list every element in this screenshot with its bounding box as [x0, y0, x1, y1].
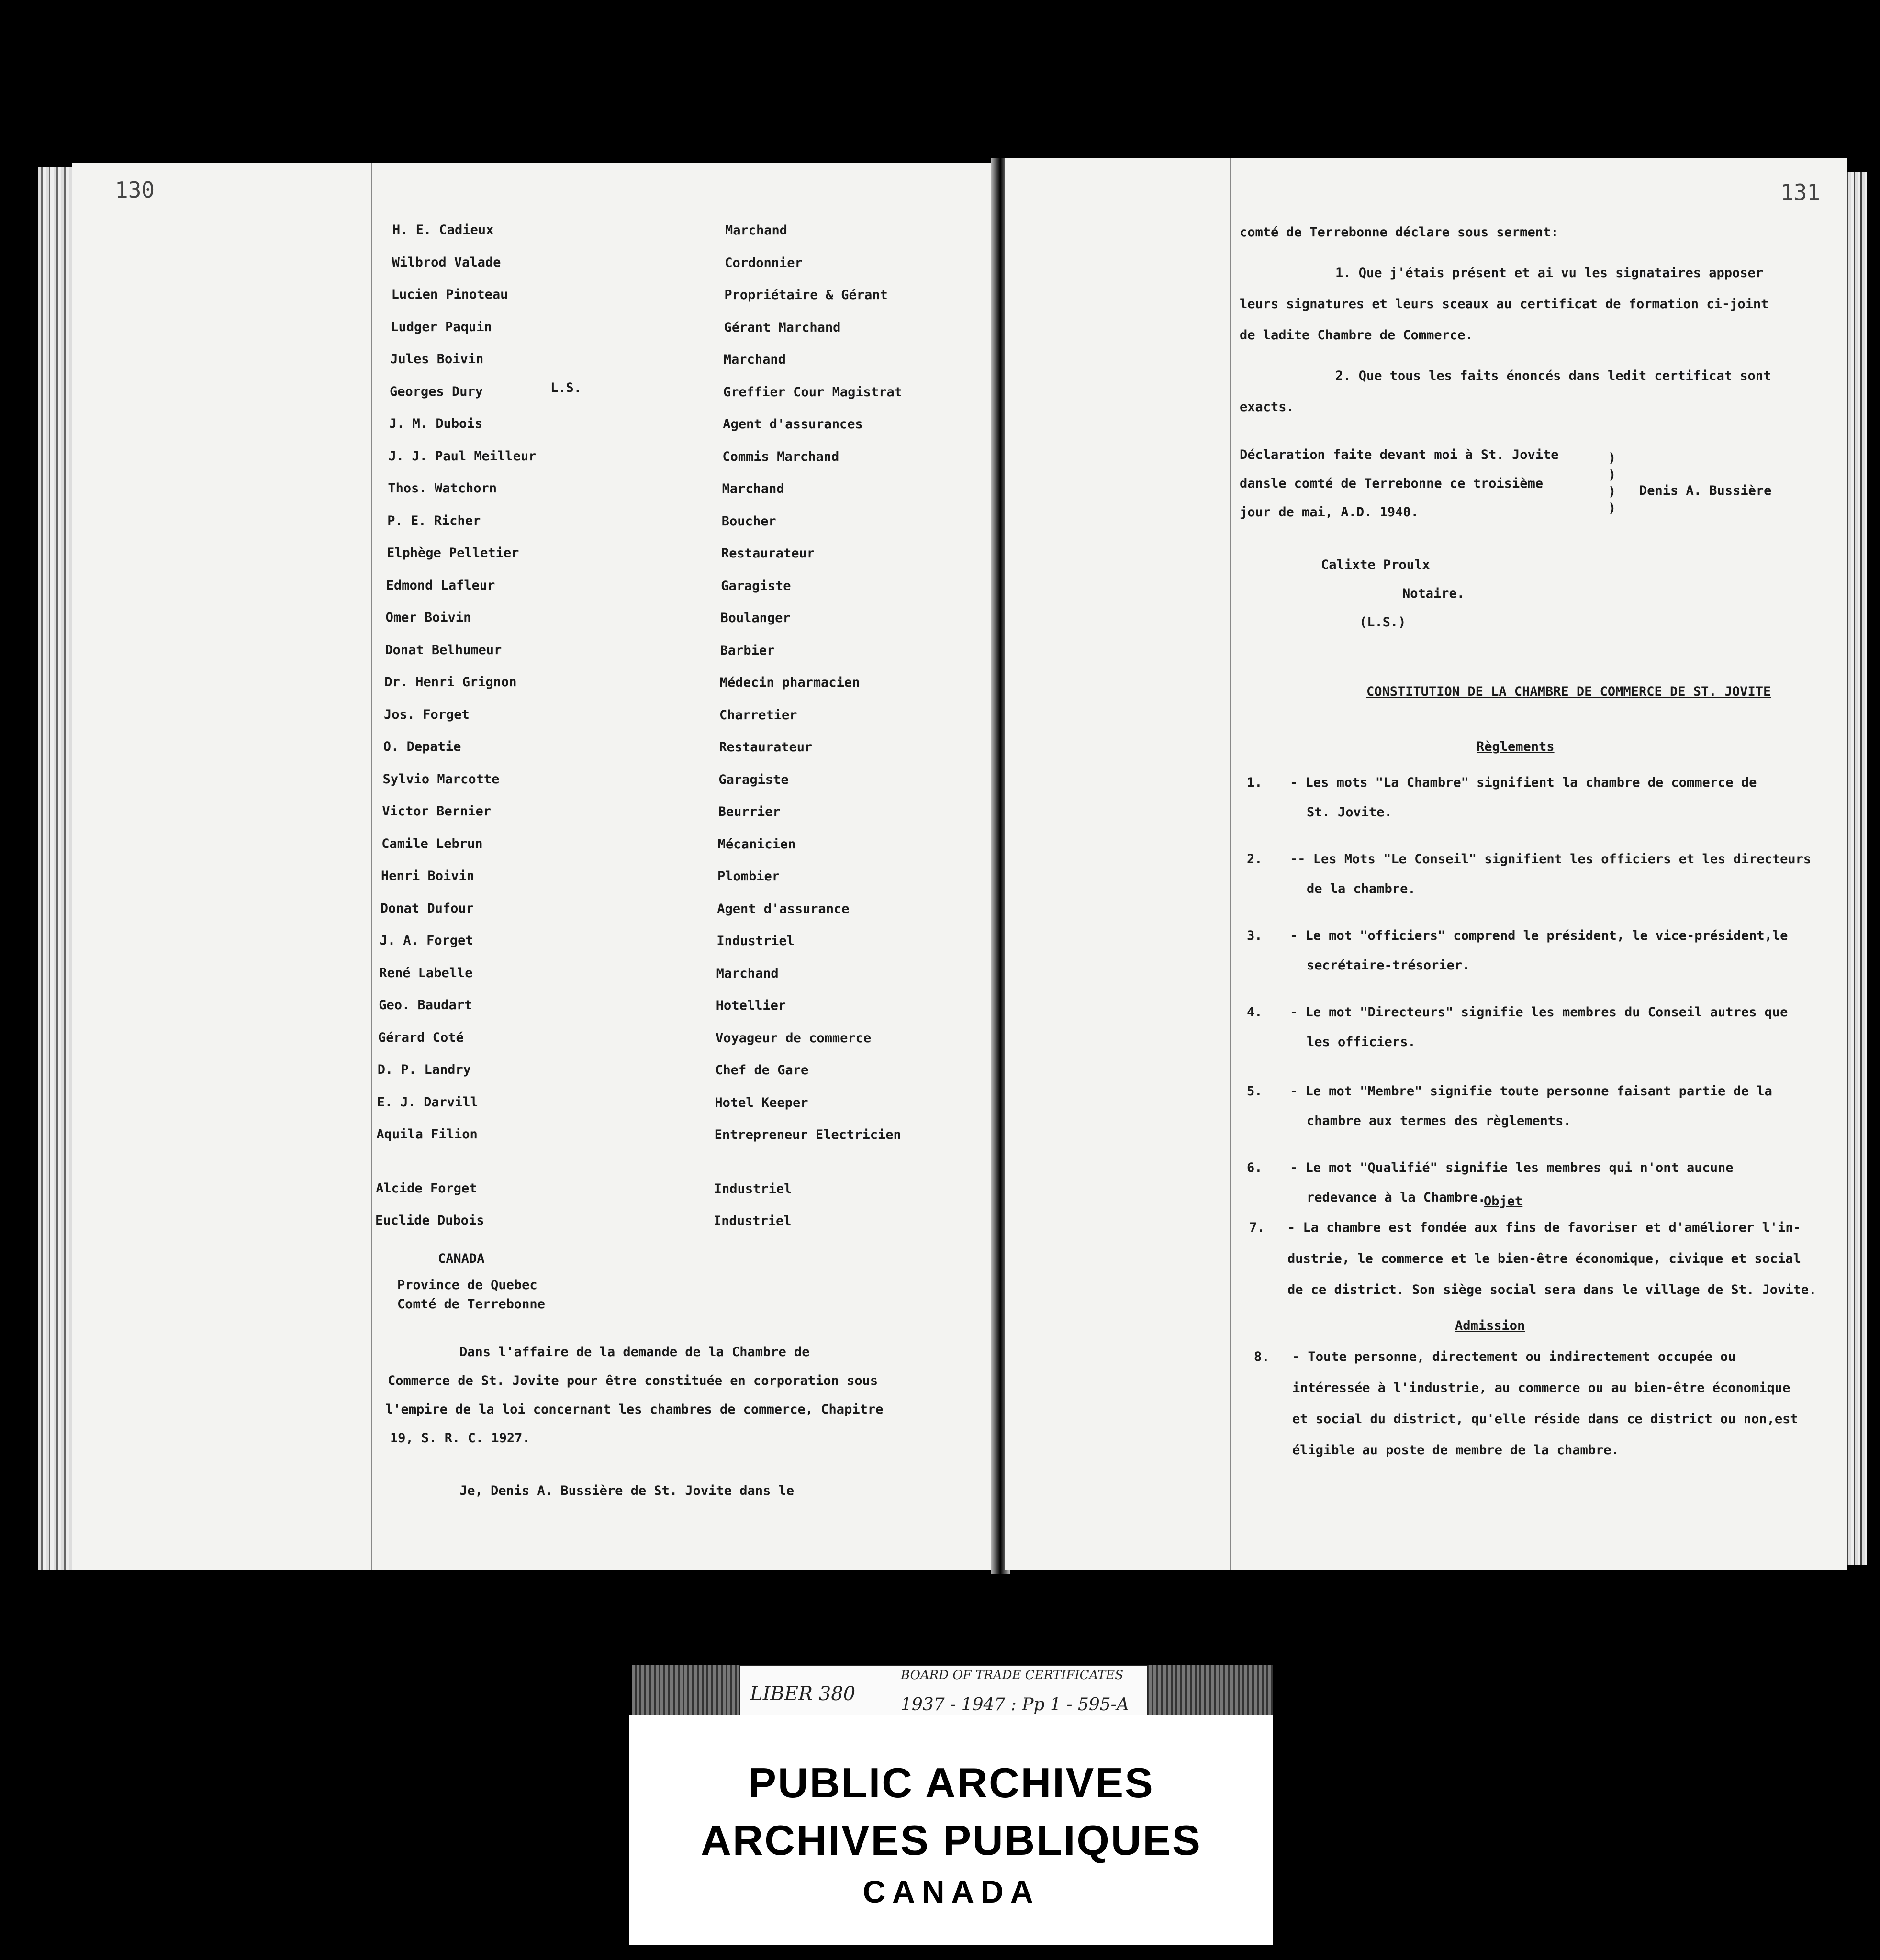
left-page — [72, 163, 993, 1570]
article-number: 2. — [1247, 852, 1263, 867]
member-name: D. P. Landry — [377, 1062, 471, 1077]
member-name: P. E. Richer — [387, 513, 481, 528]
member-occupation: Agent d'assurance — [717, 901, 850, 916]
member-occupation: Marchand — [716, 966, 779, 981]
member-name: Ludger Paquin — [391, 319, 492, 334]
article-line: - La chambre est fondée aux fins de favoriser et d'améliorer l'in- — [1287, 1220, 1801, 1235]
member-occupation: Hotel Keeper — [715, 1095, 808, 1110]
constitution-title: CONSTITUTION DE LA CHAMBRE DE COMMERCE DE ST. JOVITE — [1366, 684, 1771, 699]
article-line: - Le mot "Qualifié" signifie les membres qui n'ont aucune — [1290, 1160, 1734, 1175]
article-number: 7. — [1249, 1220, 1265, 1235]
margin-rule — [371, 163, 372, 1570]
member-occupation: Boulanger — [720, 611, 791, 625]
article-number: 1. — [1247, 775, 1263, 790]
member-name: J. J. Paul Meilleur — [388, 448, 537, 464]
article-line: de la chambre. — [1307, 881, 1416, 896]
member-occupation: Industriel — [714, 1181, 792, 1196]
member-occupation: Charretier — [719, 707, 797, 723]
handwritten-liber-note — [739, 1665, 1148, 1720]
county-line: Comté de Terrebonne — [397, 1297, 545, 1312]
member-occupation: Chef de Gare — [715, 1063, 809, 1078]
province-line: Province de Quebec — [397, 1278, 537, 1292]
article-line: dustrie, le commerce et le bien-être économique, civique et social — [1287, 1251, 1801, 1266]
member-name: Geo. Baudart — [379, 998, 472, 1013]
article-number: 3. — [1247, 928, 1263, 943]
article-line: redevance à la Chambre. — [1307, 1190, 1486, 1205]
member-name: Camile Lebrun — [381, 836, 483, 851]
member-occupation: Boucher — [721, 513, 776, 529]
member-occupation: Restaurateur — [721, 546, 815, 561]
member-name: Jos. Forget — [384, 707, 470, 722]
member-occupation: Voyageur de commerce — [716, 1030, 872, 1046]
handwritten-range: 1937 - 1947 : Pp 1 - 595-A — [901, 1695, 1129, 1715]
member-occupation: Restaurateur — [719, 740, 813, 755]
objet-heading: Objet — [1484, 1194, 1523, 1209]
member-occupation: Marchand — [725, 223, 788, 238]
member-name: H. E. Cadieux — [392, 223, 494, 237]
notary-name: Calixte Proulx — [1321, 557, 1430, 572]
canada-heading: CANADA — [438, 1251, 485, 1266]
member-occupation: Marchand — [722, 481, 784, 496]
intro-line: comté de Terrebonne déclare sous serment: — [1240, 225, 1559, 240]
archives-line-fr: ARCHIVES PUBLIQUES — [701, 1816, 1202, 1864]
member-name: Henri Boivin — [381, 869, 475, 883]
affair-line: 19, S. R. C. 1927. — [390, 1431, 530, 1446]
article-number: 4. — [1247, 1005, 1263, 1020]
member-name: Thos. Watchorn — [388, 481, 497, 496]
brace-marks: ) ) ) ) — [1608, 451, 1616, 516]
right-page — [1005, 158, 1847, 1570]
notary-seal: (L.S.) — [1359, 615, 1406, 630]
member-occupation: Marchand — [723, 352, 786, 367]
member-occupation: Mécanicien — [717, 836, 796, 852]
oath-line: 2. Que tous les faits énoncés dans ledit certificat sont — [1335, 368, 1771, 383]
signer-name: Denis A. Bussière — [1639, 483, 1772, 498]
member-name: Jules Boivin — [390, 352, 484, 367]
page-edges-left — [38, 167, 77, 1570]
page-number: 131 — [1780, 179, 1821, 205]
oath-line: de ladite Chambre de Commerce. — [1240, 328, 1473, 343]
member-name: Omer Boivin — [385, 610, 471, 625]
member-name: Wilbrod Valade — [392, 255, 501, 270]
open-ledger-book — [34, 153, 1847, 1579]
article-line: les officiers. — [1307, 1035, 1416, 1049]
declaration-line: Déclaration faite devant moi à St. Jovite — [1240, 447, 1559, 462]
archives-country: CANADA — [862, 1874, 1040, 1909]
archives-stamp — [629, 1715, 1273, 1945]
oath-line: 1. Que j'étais présent et ai vu les signataires apposer — [1335, 266, 1764, 280]
member-name: Georges Dury — [390, 384, 483, 399]
admission-heading: Admission — [1455, 1318, 1525, 1333]
declaration-line: jour de mai, A.D. 1940. — [1240, 505, 1419, 520]
seal-mark: L.S. — [550, 380, 582, 395]
oath-line: leurs signatures et leurs sceaux au certificat de formation ci-joint — [1240, 297, 1769, 312]
member-occupation: Greffier Cour Magistrat — [723, 384, 902, 400]
article-line: - Le mot "Directeurs" signifie les membres du Conseil autres que — [1290, 1005, 1788, 1020]
archives-line-en: PUBLIC ARCHIVES — [748, 1759, 1154, 1806]
article-line: et social du district, qu'elle réside dans ce district ou non,est — [1292, 1412, 1798, 1426]
article-number: 5. — [1247, 1084, 1263, 1099]
member-name: Gérard Coté — [378, 1030, 464, 1045]
member-name: E. J. Darvill — [377, 1094, 478, 1110]
affair-line: Dans l'affaire de la demande de la Chambre de — [459, 1345, 810, 1359]
oath-line: exacts. — [1240, 400, 1294, 414]
article-number: 8. — [1254, 1349, 1270, 1364]
article-line: St. Jovite. — [1307, 805, 1392, 820]
member-name: Donat Belhumeur — [385, 642, 502, 657]
article-line: de ce district. Son siège social sera dans le village de St. Jovite. — [1287, 1282, 1817, 1297]
handwritten-title: BOARD OF TRADE CERTIFICATES — [901, 1668, 1124, 1682]
member-name: Euclide Dubois — [375, 1213, 484, 1228]
member-occupation: Plombier — [717, 869, 780, 884]
article-line: - Toute personne, directement ou indirectement occupée ou — [1292, 1349, 1736, 1364]
affair-line: l'empire de la loi concernant les chambres de commerce, Chapitre — [385, 1402, 884, 1417]
member-name: René Labelle — [379, 965, 473, 980]
member-occupation: Médecin pharmacien — [719, 675, 860, 690]
member-name: Alcide Forget — [376, 1180, 477, 1196]
member-occupation: Barbier — [720, 643, 775, 658]
member-name: Lucien Pinoteau — [391, 287, 508, 302]
member-name: Sylvio Marcotte — [382, 771, 500, 787]
affair-line: Commerce de St. Jovite pour être constituée en corporation sous — [388, 1373, 878, 1388]
member-occupation: Commis Marchand — [722, 449, 839, 464]
member-name: Aquila Filion — [376, 1127, 478, 1142]
article-line: éligible au poste de membre de la chambre. — [1292, 1443, 1619, 1458]
declarant-line: Je, Denis A. Bussière de St. Jovite dans le — [459, 1483, 794, 1498]
article-line: -- Les Mots "Le Conseil" signifient les officiers et les directeurs — [1290, 852, 1812, 867]
member-occupation: Propriétaire & Gérant — [724, 288, 888, 302]
notary-title: Notaire. — [1402, 586, 1465, 601]
member-occupation: Industriel — [714, 1214, 792, 1228]
member-occupation: Agent d'assurances — [723, 417, 863, 432]
member-occupation: Entrepreneur Electricien — [714, 1127, 901, 1142]
article-line: intéressée à l'industrie, au commerce ou au bien-être économique — [1292, 1381, 1790, 1395]
member-occupation: Gérant Marchand — [724, 320, 841, 335]
article-line: - Les mots "La Chambre" signifient la chambre de commerce de — [1290, 775, 1757, 790]
member-occupation: Cordonnier — [725, 255, 803, 270]
article-line: - Le mot "officiers" comprend le président, le vice-président,le — [1290, 928, 1788, 943]
page-number: 130 — [115, 177, 155, 203]
handwritten-liber: LIBER 380 — [750, 1683, 856, 1705]
member-name: Victor Bernier — [382, 804, 491, 819]
member-occupation: Garagiste — [721, 578, 791, 593]
margin-rule — [1230, 158, 1231, 1570]
article-line: chambre aux termes des règlements. — [1307, 1114, 1571, 1128]
member-name: Elphège Pelletier — [387, 546, 519, 560]
member-name: J. A. Forget — [380, 933, 473, 948]
member-name: O. Depatie — [383, 739, 461, 754]
member-name: J. M. Dubois — [389, 416, 482, 431]
reglements-heading: Règlements — [1477, 739, 1555, 754]
article-line: - Le mot "Membre" signifie toute personne faisant partie de la — [1290, 1084, 1772, 1099]
member-name: Edmond Lafleur — [386, 578, 495, 593]
member-name: Donat Dufour — [380, 901, 474, 916]
member-occupation: Hotellier — [716, 998, 786, 1013]
article-number: 6. — [1247, 1160, 1263, 1175]
member-occupation: Industriel — [716, 934, 795, 948]
member-occupation: Garagiste — [718, 772, 789, 787]
member-name: Dr. Henri Grignon — [384, 675, 517, 690]
declaration-line: dansle comté de Terrebonne ce troisième — [1240, 476, 1543, 491]
member-occupation: Beurrier — [718, 804, 781, 819]
article-line: secrétaire-trésorier. — [1307, 958, 1470, 973]
